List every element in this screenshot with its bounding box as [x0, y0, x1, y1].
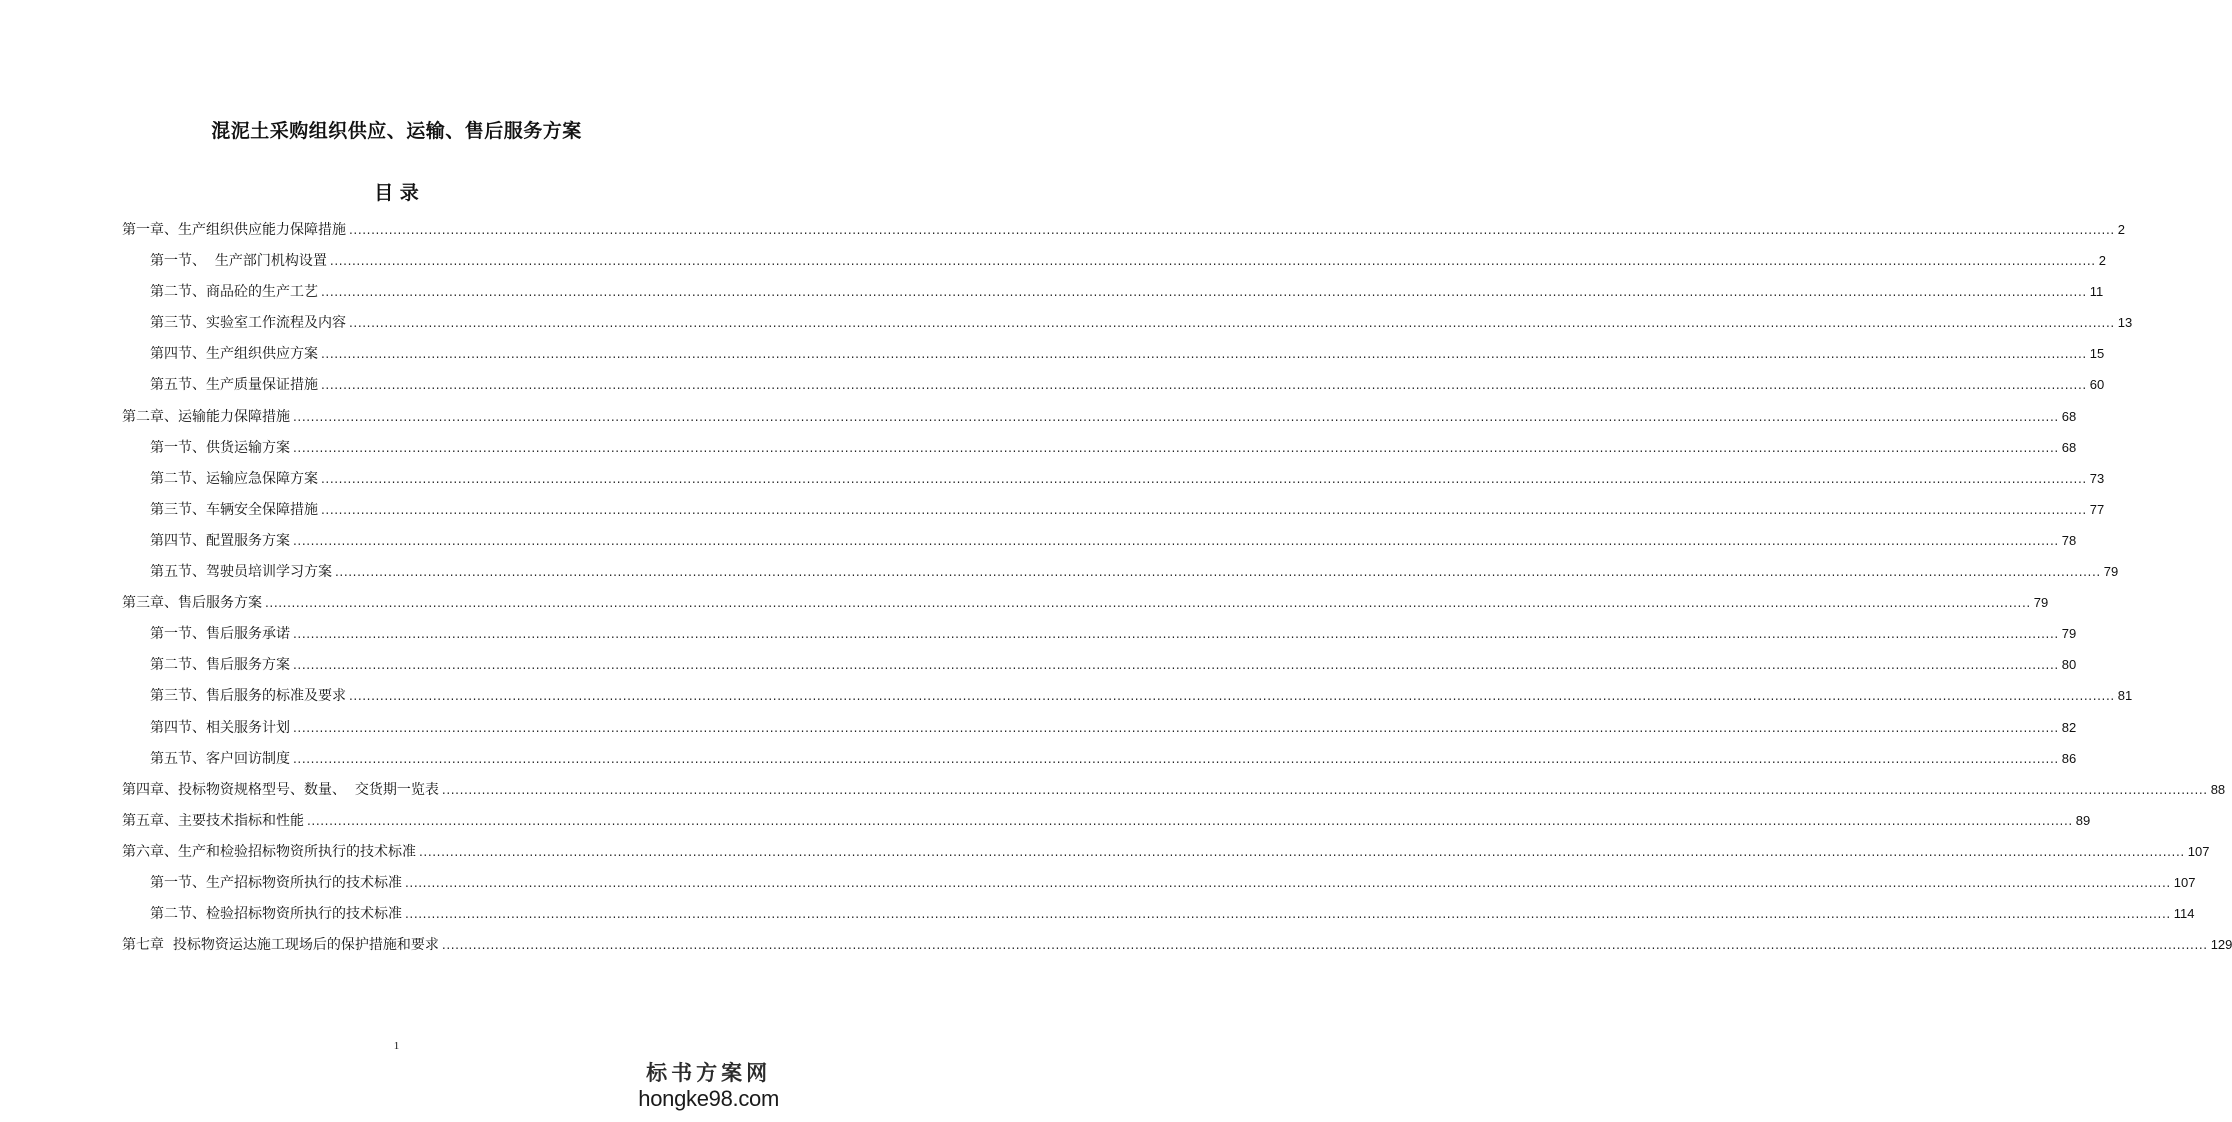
toc-entry[interactable]	[122, 436, 2077, 467]
toc-entry-title: 第一节、 生产部门机构设置	[150, 253, 327, 270]
toc-leader-dots: ................................................................................................................................................................................................................................................................................................................................................................................................................	[321, 502, 2087, 517]
toc-entry[interactable]	[122, 249, 2106, 280]
toc-leader-dots: ................................................................................................................................................................................................................................................................................................................................................................................................................	[349, 223, 2115, 237]
table-of-contents	[122, 218, 2232, 964]
toc-entry[interactable]	[122, 747, 2077, 778]
toc-entry-title: 第四节、生产组织供应方案	[150, 346, 318, 363]
toc-leader-dots: ................................................................................................................................................................................................................................................................................................................................................................................................................	[405, 907, 2171, 922]
toc-leader-dots: ................................................................................................................................................................................................................................................................................................................................................................................................................	[419, 844, 2185, 859]
toc-leader-dots: ................................................................................................................................................................................................................................................................................................................................................................................................................	[321, 378, 2087, 393]
toc-entry-title: 第七章 投标物资运达施工现场后的保护措施和要求	[122, 937, 439, 954]
toc-leader-dots: ................................................................................................................................................................................................................................................................................................................................................................................................................	[307, 813, 2073, 828]
toc-leader-dots: ................................................................................................................................................................................................................................................................................................................................................................................................................	[321, 471, 2087, 486]
toc-entry[interactable]	[122, 716, 2077, 747]
watermark-url: hongke98.com	[638, 1086, 779, 1111]
toc-entry[interactable]	[122, 405, 2077, 436]
toc-entry-title: 第五节、客户回访制度	[150, 750, 290, 767]
toc-leader-dots: ................................................................................................................................................................................................................................................................................................................................................................................................................	[265, 596, 2031, 611]
toc-entry-page: 78	[2061, 532, 2077, 548]
toc-leader-dots: ................................................................................................................................................................................................................................................................................................................................................................................................................	[329, 254, 2096, 269]
toc-leader-dots: ................................................................................................................................................................................................................................................................................................................................................................................................................	[321, 285, 2087, 300]
toc-entry[interactable]	[122, 498, 2105, 529]
toc-entry[interactable]	[122, 840, 2210, 871]
toc-entry-title: 第三章、售后服务方案	[122, 595, 262, 612]
toc-entry-title: 第五节、生产质量保证措施	[150, 377, 318, 394]
toc-leader-dots: ................................................................................................................................................................................................................................................................................................................................................................................................................	[293, 440, 2059, 455]
watermark	[638, 1060, 779, 1112]
toc-entry-page: 88	[2210, 781, 2226, 797]
toc-entry[interactable]	[122, 622, 2077, 653]
toc-entry-title: 第二节、商品砼的生产工艺	[150, 284, 318, 301]
toc-entry-title: 第一章、生产组织供应能力保障措施	[122, 222, 346, 238]
toc-entry-page: 68	[2061, 439, 2077, 455]
toc-entry-page: 11	[2089, 284, 2104, 300]
toc-entry[interactable]	[122, 778, 2226, 809]
toc-entry-title: 第五节、驾驶员培训学习方案	[150, 564, 332, 581]
toc-entry-page: 81	[2117, 688, 2133, 704]
toc-entry[interactable]	[122, 373, 2105, 404]
toc-leader-dots: ................................................................................................................................................................................................................................................................................................................................................................................................................	[349, 316, 2115, 331]
toc-leader-dots: ................................................................................................................................................................................................................................................................................................................................................................................................................	[293, 658, 2059, 673]
toc-entry-title: 第四章、投标物资规格型号、数量、 交货期一览表	[122, 781, 439, 798]
toc-entry-title: 第二章、运输能力保障措施	[122, 408, 290, 425]
toc-entry-page: 60	[2089, 377, 2105, 393]
toc-leader-dots: ................................................................................................................................................................................................................................................................................................................................................................................................................	[293, 751, 2059, 766]
toc-entry-page: 13	[2117, 315, 2133, 331]
toc-entry-page: 79	[2033, 595, 2049, 611]
toc-entry-page: 80	[2061, 657, 2077, 673]
toc-entry[interactable]	[122, 933, 2232, 964]
toc-leader-dots: ................................................................................................................................................................................................................................................................................................................................................................................................................	[293, 627, 2059, 642]
toc-entry-page: 107	[2173, 874, 2196, 890]
toc-heading: 目 录	[374, 182, 419, 204]
toc-entry-title: 第六章、生产和检验招标物资所执行的技术标准	[122, 843, 416, 860]
toc-entry-page: 107	[2187, 843, 2210, 859]
toc-entry-page: 79	[2103, 564, 2119, 580]
toc-entry-title: 第四节、配置服务方案	[150, 532, 290, 549]
toc-entry-page: 79	[2061, 626, 2077, 642]
toc-entry-title: 第二节、运输应急保障方案	[150, 470, 318, 487]
toc-entry[interactable]	[122, 591, 2049, 622]
toc-entry[interactable]	[122, 311, 2133, 342]
toc-entry[interactable]	[122, 653, 2077, 684]
toc-entry[interactable]	[122, 684, 2133, 715]
toc-leader-dots: ................................................................................................................................................................................................................................................................................................................................................................................................................	[293, 533, 2059, 548]
toc-entry[interactable]	[122, 218, 2126, 249]
toc-entry[interactable]	[122, 280, 2104, 311]
toc-entry-page: 73	[2089, 470, 2105, 486]
toc-entry-title: 第一节、售后服务承诺	[150, 626, 290, 643]
toc-entry[interactable]	[122, 342, 2105, 373]
toc-entry-page: 15	[2089, 346, 2105, 362]
page-number: 1	[393, 1040, 400, 1052]
toc-entry-title: 第三节、售后服务的标准及要求	[150, 688, 346, 705]
toc-entry-title: 第二节、检验招标物资所执行的技术标准	[150, 906, 402, 923]
toc-entry[interactable]	[122, 467, 2105, 498]
toc-entry-title: 第二节、售后服务方案	[150, 657, 290, 674]
toc-entry-title: 第三节、车辆安全保障措施	[150, 501, 318, 518]
toc-entry-title: 第三节、实验室工作流程及内容	[150, 315, 346, 332]
toc-leader-dots: ................................................................................................................................................................................................................................................................................................................................................................................................................	[293, 409, 2059, 424]
watermark-name: 标书方案网	[646, 1060, 772, 1085]
toc-entry-page: 2	[2117, 222, 2126, 237]
toc-entry-page: 77	[2089, 501, 2105, 517]
toc-entry-page: 114	[2173, 906, 2195, 922]
toc-leader-dots: ................................................................................................................................................................................................................................................................................................................................................................................................................	[405, 875, 2171, 890]
toc-entry[interactable]	[122, 529, 2077, 560]
toc-leader-dots: ................................................................................................................................................................................................................................................................................................................................................................................................................	[335, 565, 2101, 580]
toc-leader-dots: ................................................................................................................................................................................................................................................................................................................................................................................................................	[441, 938, 2208, 953]
toc-entry-page: 2	[2098, 253, 2106, 269]
toc-entry[interactable]	[122, 809, 2091, 840]
toc-leader-dots: ................................................................................................................................................................................................................................................................................................................................................................................................................	[293, 720, 2059, 735]
document-title: 混泥土采购组织供应、运输、售后服务方案	[211, 120, 582, 142]
toc-entry-page: 129	[2210, 937, 2232, 953]
toc-entry-page: 82	[2061, 719, 2077, 735]
toc-entry-title: 第一节、供货运输方案	[150, 439, 290, 456]
toc-entry[interactable]	[122, 560, 2119, 591]
toc-leader-dots: ................................................................................................................................................................................................................................................................................................................................................................................................................	[349, 689, 2115, 704]
toc-entry-page: 68	[2061, 408, 2077, 424]
toc-entry[interactable]	[122, 871, 2196, 902]
toc-leader-dots: ................................................................................................................................................................................................................................................................................................................................................................................................................	[321, 347, 2087, 362]
toc-entry-page: 89	[2075, 812, 2091, 828]
toc-entry-title: 第五章、主要技术指标和性能	[122, 812, 304, 829]
toc-entry-title: 第一节、生产招标物资所执行的技术标准	[150, 874, 402, 891]
toc-entry-page: 86	[2061, 750, 2077, 766]
toc-entry-title: 第四节、相关服务计划	[150, 719, 290, 736]
toc-entry[interactable]	[122, 902, 2195, 933]
toc-leader-dots: ................................................................................................................................................................................................................................................................................................................................................................................................................	[441, 782, 2208, 797]
